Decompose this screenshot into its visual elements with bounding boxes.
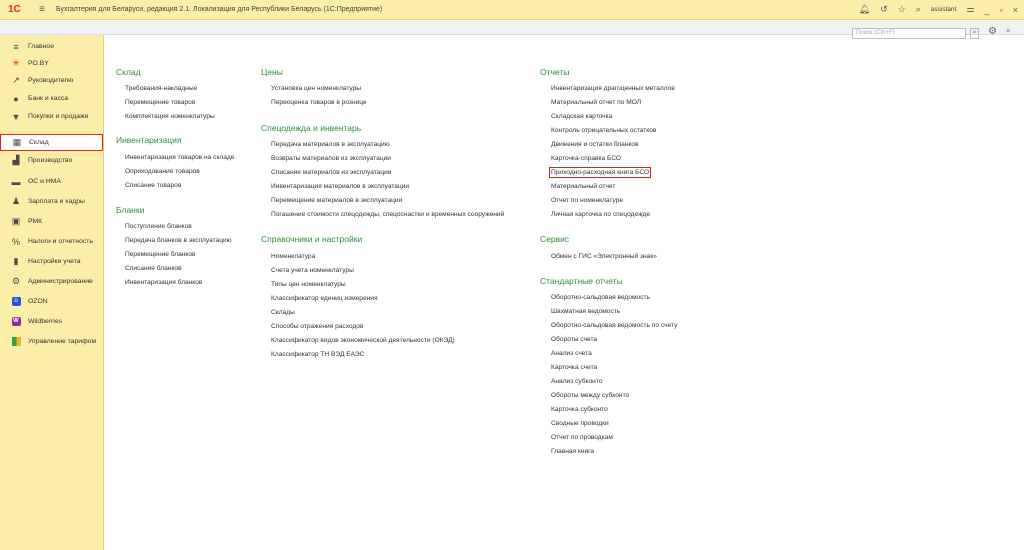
link-account-turnover[interactable]: Обороты счета xyxy=(551,336,598,343)
logo-text: 1С xyxy=(8,3,21,15)
user-name[interactable]: assistant xyxy=(930,6,957,13)
link-goods-transfer[interactable]: Перемещение товаров xyxy=(125,99,196,106)
sidebar-item-label: Налоги и отчетность xyxy=(28,238,93,245)
grid-icon xyxy=(11,337,21,347)
sidebar-item-bank[interactable] xyxy=(0,90,103,107)
link-subconto-turnover[interactable]: Обороты между субконто xyxy=(551,392,630,399)
asterisk-icon: ✳ xyxy=(12,58,20,68)
link-subconto-card[interactable]: Карточка субконто xyxy=(551,406,608,413)
link-material-report[interactable]: Материальный отчет xyxy=(551,183,616,190)
link-gis-exchange[interactable]: Обмен с ГИС «Электронный знак» xyxy=(551,253,657,260)
link-nomenclature-report[interactable]: Отчет по номенклатуре xyxy=(551,197,624,204)
sidebar-item-wildberries[interactable] xyxy=(0,313,103,330)
sidebar-item-label: Зарплата и кадры xyxy=(28,198,85,205)
link-materials-inventory[interactable]: Инвентаризация материалов в эксплуатации xyxy=(271,183,410,190)
link-forms-writeoff[interactable]: Списание бланков xyxy=(125,265,182,272)
maximize-icon[interactable]: ▫ xyxy=(999,4,1003,15)
sidebar-item-production[interactable] xyxy=(0,152,103,169)
sidebar-item-admin[interactable] xyxy=(0,273,103,290)
book-icon: ▮ xyxy=(13,256,19,266)
link-forms-receipt[interactable]: Поступление бланков xyxy=(125,223,192,230)
section-title-warehouse: Склад xyxy=(116,67,141,77)
section-title-catalogs: Справочники и настройки xyxy=(261,234,363,244)
register-icon: ▣ xyxy=(11,216,21,226)
link-warehouses[interactable]: Склады xyxy=(271,309,295,316)
sidebar-item-poby[interactable] xyxy=(0,55,103,72)
search-icon[interactable]: ⌕ xyxy=(915,4,921,14)
sidebar-item-taxes[interactable] xyxy=(0,233,103,250)
link-set-prices[interactable]: Установка цен номенклатуры xyxy=(271,85,362,92)
sidebar-item-label: Склад xyxy=(29,139,49,146)
link-expense-methods[interactable]: Способы отражения расходов xyxy=(271,323,364,330)
link-forms-transfer[interactable]: Перемещение бланков xyxy=(125,251,196,258)
link-stock-card[interactable]: Складская карточка xyxy=(551,113,613,120)
cart-icon: ▼ xyxy=(11,111,21,122)
sidebar-item-label: Настройки учета xyxy=(28,258,81,265)
link-revaluation[interactable]: Переоценка товаров в рознице xyxy=(271,99,367,106)
link-goods-receipt[interactable]: Оприходование товаров xyxy=(125,168,200,175)
link-mol-report[interactable]: Материальный отчет по МОЛ xyxy=(551,99,642,106)
ozon-icon: o xyxy=(11,297,21,307)
link-inventory-goods[interactable]: Инвентаризация товаров на складе xyxy=(125,154,235,161)
link-subconto-analysis[interactable]: Анализ субконто xyxy=(551,378,603,385)
sidebar-item-salary[interactable] xyxy=(0,193,103,210)
person-icon: ♟ xyxy=(11,196,21,206)
sidebar-item-label: Управление тарифом xyxy=(28,338,97,345)
sidebar-item-label: Банк и касса xyxy=(28,95,69,102)
link-account-trial-balance[interactable]: Оборотно-сальдовая ведомость по счету xyxy=(551,322,678,329)
link-entries-report[interactable]: Отчет по проводкам xyxy=(551,434,613,441)
sidebar-item-tariff[interactable] xyxy=(0,333,103,350)
warehouse-icon: ▦ xyxy=(12,137,22,147)
sidebar-item-label: РМК xyxy=(28,218,43,225)
sidebar-item-label: Wildberries xyxy=(28,318,62,325)
section-title-service: Сервис xyxy=(540,234,570,244)
link-trial-balance[interactable]: Оборотно-сальдовая ведомость xyxy=(551,294,650,301)
link-workwear-repayment[interactable]: Погашение стоимости спецодежды, спецоснастки и временных сооружений xyxy=(271,211,505,218)
link-forms-inventory[interactable]: Инвентаризация бланков xyxy=(125,279,203,286)
sidebar-item-label: OZON xyxy=(28,298,48,305)
link-precious-metals[interactable]: Инвентаризация драгоценных металлов xyxy=(551,85,675,92)
link-forms-to-use[interactable]: Передача бланков в эксплуатацию xyxy=(125,237,232,244)
panel-settings-icon[interactable]: ⚙ xyxy=(988,26,997,37)
panel-close-icon[interactable]: × xyxy=(1006,28,1011,35)
sidebar-item-label: Главное xyxy=(28,43,54,50)
percent-icon: % xyxy=(11,236,20,247)
truck-icon: ▬ xyxy=(11,176,21,187)
link-summary-entries[interactable]: Сводные проводки xyxy=(551,420,609,427)
sidebar-item-label: Руководителю xyxy=(28,77,74,84)
link-price-types[interactable]: Типы цен номенклатуры xyxy=(271,281,346,288)
link-requisitions[interactable]: Требования-накладные xyxy=(125,85,198,92)
sidebar-item-label: Администрирование xyxy=(28,278,93,285)
wb-icon: W xyxy=(13,318,19,324)
history-icon[interactable]: ↺ xyxy=(880,4,888,14)
minimize-icon[interactable]: _ xyxy=(984,4,990,15)
link-goods-writeoff[interactable]: Списание товаров xyxy=(125,182,182,189)
trend-icon: ↗ xyxy=(12,75,20,85)
link-kitting[interactable]: Комплектация номенклатуры xyxy=(125,113,215,120)
section-title-reports: Отчеты xyxy=(540,67,570,77)
sidebar-item-label: PO.BY xyxy=(28,60,49,67)
section-title-standard-reports: Стандартные отчеты xyxy=(540,276,623,286)
link-units[interactable]: Классификатор единиц измерения xyxy=(271,295,378,302)
link-general-ledger[interactable]: Главная книга xyxy=(551,448,595,455)
sidebar-item-fixed-assets[interactable] xyxy=(0,173,103,190)
sidebar-item-accounting-settings[interactable] xyxy=(0,253,103,270)
link-nomenclature-accounts[interactable]: Счета учета номенклатуры xyxy=(271,267,354,274)
sidebar-item-warehouse[interactable] xyxy=(0,134,103,151)
link-materials-returns[interactable]: Возвраты материалов из эксплуатации xyxy=(271,155,391,162)
sidebar-item-label: Производство xyxy=(28,157,73,164)
link-account-analysis[interactable]: Анализ счета xyxy=(551,350,592,357)
link-bso-book[interactable]: Приходно-расходная книга БСО xyxy=(551,169,650,176)
title-bar-actions xyxy=(859,0,1018,19)
link-oked[interactable]: Классификатор видов экономической деятельности (ОКЭД) xyxy=(271,337,455,344)
bell-icon[interactable]: 🔔︎ xyxy=(858,4,871,14)
star-icon[interactable]: ☆ xyxy=(897,4,906,14)
close-window-icon[interactable]: × xyxy=(1012,4,1018,15)
link-materials-writeoff[interactable]: Списание материалов из эксплуатации xyxy=(271,169,392,176)
factory-icon: ▟ xyxy=(12,155,20,165)
section-title-forms: Бланки xyxy=(116,205,145,215)
app-logo xyxy=(8,5,30,15)
section-title-prices: Цены xyxy=(261,67,283,77)
main-menu-icon[interactable]: ≡ xyxy=(39,4,45,15)
section-title-workwear: Спецодежда и инвентарь xyxy=(261,123,362,133)
sidebar-item-label: Покупки и продажи xyxy=(28,113,89,120)
link-account-card[interactable]: Карточка счета xyxy=(551,364,598,371)
sidebar-item-rmk[interactable] xyxy=(0,213,103,230)
link-nomenclature[interactable]: Номенклатура xyxy=(271,253,316,260)
menu-icon: ≡ xyxy=(13,41,19,52)
sidebar-item-main[interactable] xyxy=(0,38,103,55)
link-negative-balances[interactable]: Контроль отрицательных остатков xyxy=(551,127,657,134)
link-forms-movements[interactable]: Движения и остатки бланков xyxy=(551,141,639,148)
link-workwear-card[interactable]: Личная карточка по спецодежде xyxy=(551,211,651,218)
link-materials-transfer[interactable]: Перемещение материалов в эксплуатации xyxy=(271,197,403,204)
section-title-inventory: Инвентаризация xyxy=(116,135,182,145)
search-input[interactable]: Поиск (Ctrl+F) xyxy=(852,28,966,39)
gear-icon: ⚙ xyxy=(11,276,21,286)
window-title: Бухгалтерия для Беларуси, редакция 2.1. Локализация для Республики Беларусь (1С:Предприятие) xyxy=(56,6,383,13)
settings-menu-icon[interactable]: ⚌ xyxy=(966,4,975,14)
sidebar-item-manager[interactable] xyxy=(0,72,103,89)
title-bar xyxy=(0,0,1024,20)
link-chess-sheet[interactable]: Шахматная ведомость xyxy=(551,308,621,315)
link-tn-ved[interactable]: Классификатор ТН ВЭД ЕАЭС xyxy=(271,351,365,358)
sidebar xyxy=(0,35,104,550)
sidebar-item-ozon[interactable] xyxy=(0,293,103,310)
coin-icon: ● xyxy=(13,93,19,104)
sidebar-item-sales[interactable] xyxy=(0,108,103,125)
sidebar-item-label: ОС и НМА xyxy=(28,178,61,185)
link-materials-to-use[interactable]: Передача материалов в эксплуатацию xyxy=(271,141,390,148)
search-clear-button[interactable]: × xyxy=(970,28,979,39)
link-bso-card[interactable]: Карточка-справка БСО xyxy=(551,155,622,162)
